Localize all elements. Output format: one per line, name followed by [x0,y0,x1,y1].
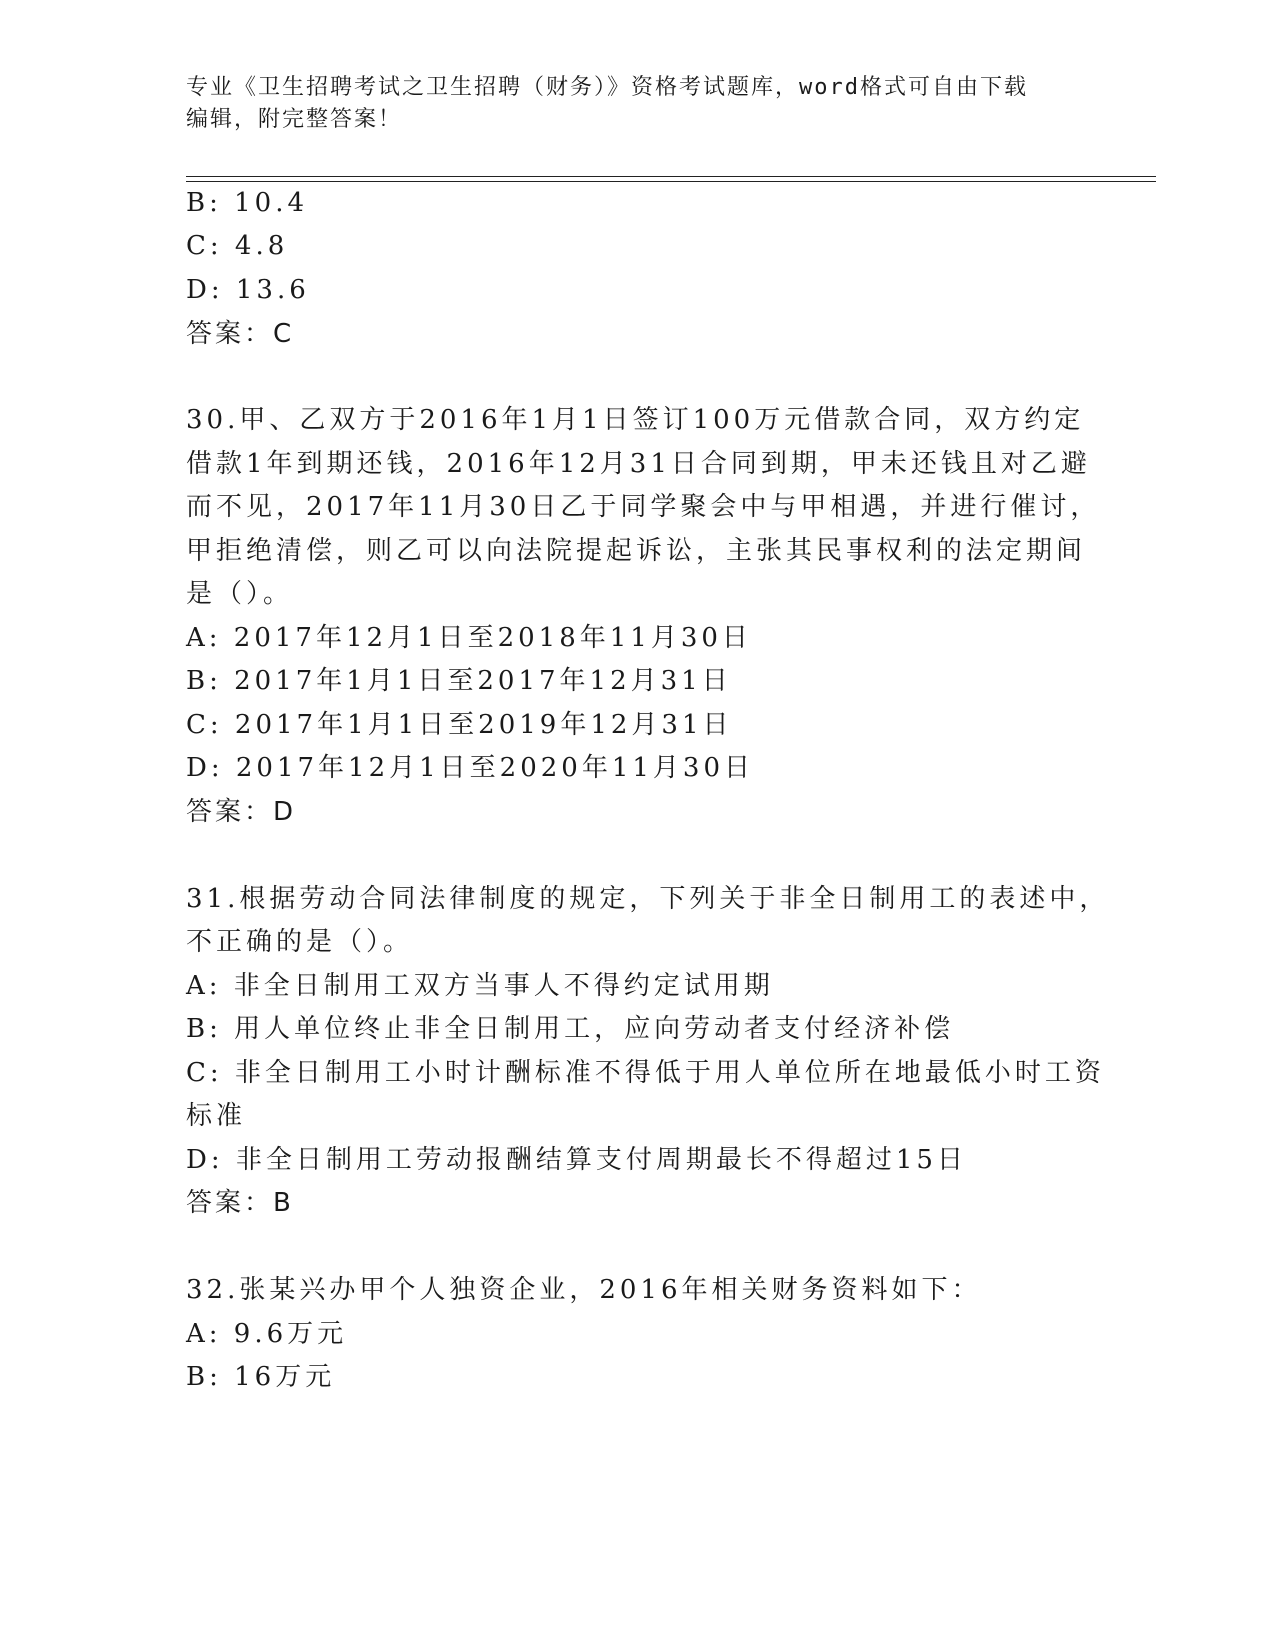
question-32-option-b: B: 16万元 [186,1362,336,1392]
question-30-option-a: A: 2017年12月1日至2018年11月30日 [186,623,752,653]
question-30-stem-line: 借款1年到期还钱，2016年12月31日合同到期，甲未还钱且对乙避 [186,449,1091,479]
question-30-answer: 答案：D [186,797,297,827]
question-31-answer: 答案：B [186,1188,294,1218]
question-31-option-b: B: 用人单位终止非全日制用工，应向劳动者支付经济补偿 [186,1014,955,1044]
question-30-stem-line: 甲拒绝清偿，则乙可以向法院提起诉讼，主张其民事权利的法定期间 [186,536,1087,566]
header-divider-bottom [186,181,1156,182]
question-30-option-b: B: 2017年1月1日至2017年12月31日 [186,666,732,696]
question-32-stem: 32.张某兴办甲个人独资企业，2016年相关财务资料如下： [186,1275,982,1305]
question-30-stem-line: 而不见，2017年11月30日乙于同学聚会中与甲相遇，并进行催讨， [186,492,1101,522]
question-31-option-c-line: C: 非全日制用工小时计酬标准不得低于用人单位所在地最低小时工资 [186,1058,1105,1088]
question-30-stem-line: 30.甲、乙双方于2016年1月1日签订100万元借款合同，双方约定 [186,405,1085,435]
header-line-2: 编辑，附完整答案！ [186,107,403,132]
question-31-stem-line: 不正确的是（）。 [186,927,414,957]
header-line-1: 专业《卫生招聘考试之卫生招聘（财务）》资格考试题库，word格式可自由下载 [186,75,1028,100]
document-header [186,72,1086,136]
question-30-option-d: D: 2017年12月1日至2020年11月30日 [186,753,755,783]
question-32-option-a: A: 9.6万元 [186,1319,348,1349]
header-divider-top [186,176,1156,177]
question-31-option-a: A: 非全日制用工双方当事人不得约定试用期 [186,971,774,1001]
question-30-option-c: C: 2017年1月1日至2019年12月31日 [186,710,733,740]
question-31-stem-line: 31.根据劳动合同法律制度的规定，下列关于非全日制用工的表述中， [186,884,1110,914]
option-b: B: 10.4 [186,188,309,218]
question-31-option-d: D: 非全日制用工劳动报酬结算支付周期最长不得超过15日 [186,1145,967,1175]
question-30-stem-line: 是（）。 [186,579,294,609]
answer-label: 答案：C [186,319,295,349]
option-c: C: 4.8 [186,231,289,261]
question-31-option-c-line: 标准 [186,1101,247,1131]
option-d: D: 13.6 [186,275,310,305]
